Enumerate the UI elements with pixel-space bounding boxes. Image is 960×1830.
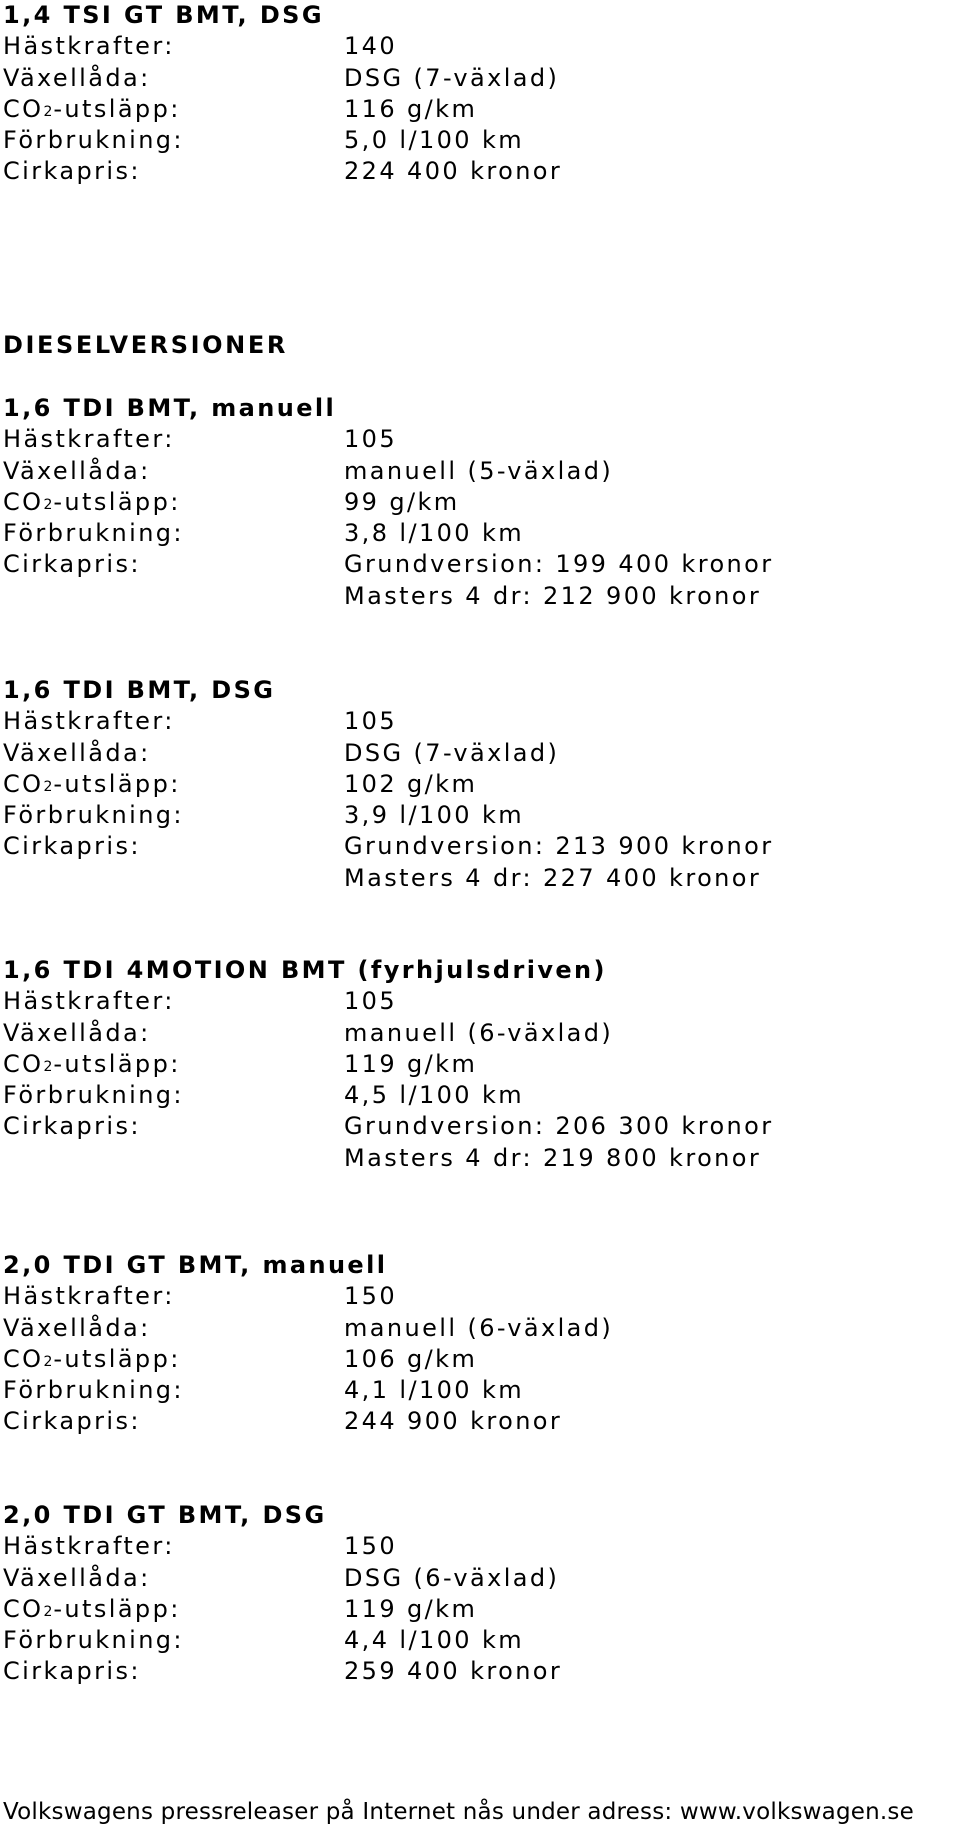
co2-label: CO2-utsläpp:	[3, 769, 181, 798]
model-block-tdi-dsg	[3, 675, 953, 894]
spec-row-price-extra	[3, 863, 953, 894]
price-extra-value: Masters 4 dr: 227 400 kronor	[344, 863, 762, 892]
model-block-tdi-4motion	[3, 955, 953, 1174]
co2-label: CO2-utsläpp:	[3, 487, 181, 516]
spec-row-co2	[3, 94, 953, 125]
spec-row-co2	[3, 487, 953, 518]
spec-row-gearbox	[3, 1313, 953, 1344]
price-extra-value: Masters 4 dr: 212 900 kronor	[344, 581, 762, 610]
model-title: 1,6 TDI 4MOTION BMT (fyrhjulsdriven)	[3, 956, 607, 984]
co2-value: 106 g/km	[344, 1344, 478, 1373]
spec-row-gearbox	[3, 63, 953, 94]
consumption-label: Förbrukning:	[3, 519, 184, 548]
spec-row-co2	[3, 1344, 953, 1375]
gearbox-value: manuell (6-växlad)	[344, 1018, 614, 1047]
consumption-label: Förbrukning:	[3, 1081, 184, 1110]
consumption-label: Förbrukning:	[3, 1376, 184, 1405]
price-value: 224 400 kronor	[344, 157, 563, 186]
gearbox-label: Växellåda:	[3, 1313, 151, 1342]
consumption-label: Förbrukning:	[3, 801, 184, 830]
co2-label: CO2-utsläpp:	[3, 94, 181, 123]
model-block-tdi-manuell	[3, 393, 953, 612]
spec-row-price-extra	[3, 1143, 953, 1174]
gearbox-value: manuell (5-växlad)	[344, 456, 614, 485]
model-block-tsi-gt-dsg	[3, 0, 953, 188]
consumption-value: 4,4 l/100 km	[344, 1626, 525, 1655]
spec-row-price	[3, 1656, 953, 1687]
gearbox-label: Växellåda:	[3, 1018, 151, 1047]
power-value: 150	[344, 1282, 398, 1311]
gearbox-value: DSG (7-växlad)	[344, 738, 560, 767]
spec-row-co2	[3, 1049, 953, 1080]
consumption-label: Förbrukning:	[3, 126, 184, 155]
spec-row-co2	[3, 769, 953, 800]
co2-label: CO2-utsläpp:	[3, 1594, 181, 1623]
model-block-tdi-gt-manuell	[3, 1250, 953, 1438]
price-label: Cirkapris:	[3, 550, 141, 579]
co2-value: 116 g/km	[344, 94, 478, 123]
co2-value: 119 g/km	[344, 1594, 478, 1623]
price-label: Cirkapris:	[3, 1657, 141, 1686]
power-label: Hästkrafter:	[3, 425, 175, 454]
spec-row-power	[3, 31, 953, 62]
consumption-value: 3,9 l/100 km	[344, 801, 525, 830]
power-value: 105	[344, 425, 398, 454]
spec-row-power	[3, 706, 953, 737]
price-value: 244 900 kronor	[344, 1407, 563, 1436]
spec-row-consumption	[3, 125, 953, 156]
spec-row-power	[3, 1531, 953, 1562]
spec-row-consumption	[3, 518, 953, 549]
consumption-value: 4,1 l/100 km	[344, 1376, 525, 1405]
price-label: Cirkapris:	[3, 1112, 141, 1141]
spec-row-consumption	[3, 800, 953, 831]
co2-value: 99 g/km	[344, 487, 460, 516]
consumption-label: Förbrukning:	[3, 1626, 184, 1655]
spec-row-gearbox	[3, 456, 953, 487]
price-value: Grundversion: 199 400 kronor	[344, 550, 774, 579]
spec-row-power	[3, 424, 953, 455]
gearbox-value: DSG (6-växlad)	[344, 1563, 560, 1592]
price-extra-value: Masters 4 dr: 219 800 kronor	[344, 1143, 762, 1172]
spec-row-price	[3, 831, 953, 862]
power-label: Hästkrafter:	[3, 1282, 175, 1311]
spec-row-co2	[3, 1594, 953, 1625]
power-value: 150	[344, 1532, 398, 1561]
price-value: Grundversion: 213 900 kronor	[344, 832, 774, 861]
power-label: Hästkrafter:	[3, 707, 175, 736]
price-value: Grundversion: 206 300 kronor	[344, 1112, 774, 1141]
spec-row-consumption	[3, 1375, 953, 1406]
spec-row-gearbox	[3, 1563, 953, 1594]
gearbox-value: manuell (6-växlad)	[344, 1313, 614, 1342]
spec-row-price-extra	[3, 581, 953, 612]
gearbox-value: DSG (7-växlad)	[344, 63, 560, 92]
gearbox-label: Växellåda:	[3, 456, 151, 485]
consumption-value: 4,5 l/100 km	[344, 1081, 525, 1110]
co2-label: CO2-utsläpp:	[3, 1344, 181, 1373]
power-value: 105	[344, 987, 398, 1016]
gearbox-label: Växellåda:	[3, 63, 151, 92]
model-title: 1,4 TSI GT BMT, DSG	[3, 1, 324, 29]
model-title: 2,0 TDI GT BMT, manuell	[3, 1251, 388, 1279]
power-label: Hästkrafter:	[3, 1532, 175, 1561]
model-title: 2,0 TDI GT BMT, DSG	[3, 1501, 327, 1529]
co2-value: 102 g/km	[344, 769, 478, 798]
spec-row-price	[3, 156, 953, 187]
price-label: Cirkapris:	[3, 832, 141, 861]
footer-press-release-note: Volkswagens pressreleaser på Internet nås under adress: www.volkswagen.se	[3, 1799, 914, 1825]
consumption-value: 5,0 l/100 km	[344, 126, 525, 155]
spec-row-price	[3, 549, 953, 580]
spec-row-power	[3, 986, 953, 1017]
spec-row-consumption	[3, 1080, 953, 1111]
gearbox-label: Växellåda:	[3, 738, 151, 767]
spec-row-price	[3, 1406, 953, 1437]
power-value: 105	[344, 707, 398, 736]
model-block-tdi-gt-dsg	[3, 1500, 953, 1688]
gearbox-label: Växellåda:	[3, 1563, 151, 1592]
model-title: 1,6 TDI BMT, manuell	[3, 394, 337, 422]
power-label: Hästkrafter:	[3, 987, 175, 1016]
spec-row-price	[3, 1111, 953, 1142]
power-value: 140	[344, 32, 398, 61]
price-label: Cirkapris:	[3, 157, 141, 186]
consumption-value: 3,8 l/100 km	[344, 519, 525, 548]
spec-row-power	[3, 1281, 953, 1312]
co2-label: CO2-utsläpp:	[3, 1049, 181, 1078]
spec-row-gearbox	[3, 1018, 953, 1049]
power-label: Hästkrafter:	[3, 32, 175, 61]
spec-row-consumption	[3, 1625, 953, 1656]
price-label: Cirkapris:	[3, 1407, 141, 1436]
spec-row-gearbox	[3, 738, 953, 769]
price-value: 259 400 kronor	[344, 1657, 563, 1686]
co2-value: 119 g/km	[344, 1049, 478, 1078]
model-title: 1,6 TDI BMT, DSG	[3, 676, 276, 704]
section-heading-diesel: DIESELVERSIONER	[3, 331, 288, 359]
